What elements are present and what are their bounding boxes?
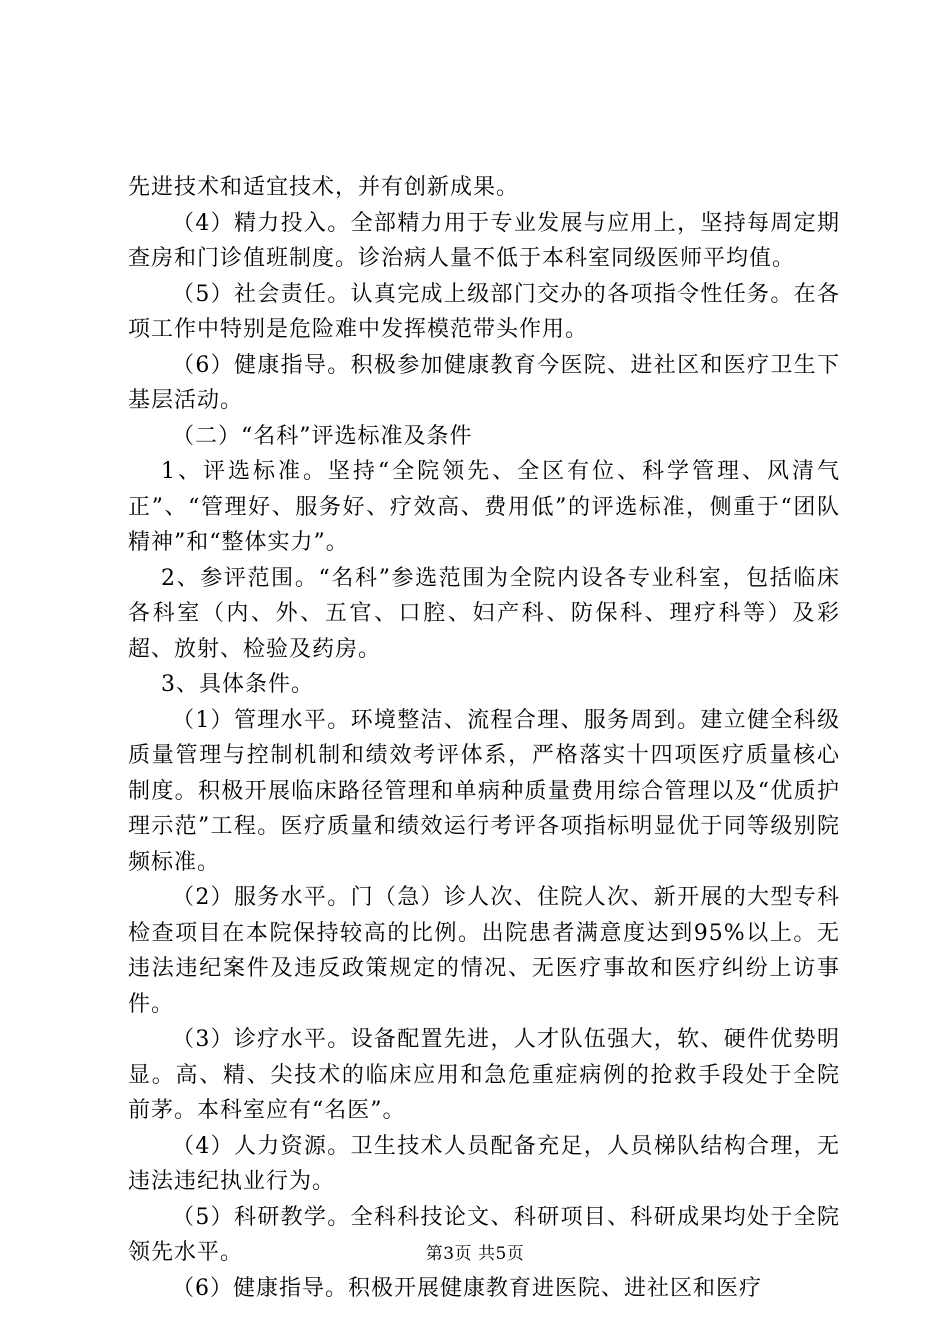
paragraph: （6）健康指导。积极参加健康教育今医院、进社区和医疗卫生下基层活动。 — [128, 352, 840, 413]
paragraph: （1）管理水平。环境整洁、流程合理、服务周到。建立健全科级质量管理与控制机制和绩效考评体系，严格落实十四项医疗质量核心制度。积极开展临床路径管理和单病种质量费用综合管理以及“优质护理示范”工程。医疗质量和绩效运行考评各项指标明显优于同等级别院频标准。 — [128, 707, 840, 875]
paragraph: 1、评选标准。坚持“全院领先、全区有位、科学管理、风清气正”、“管理好、服务好、疗效高、费用低”的评选标准，侧重于“团队精神”和“整体实力”。 — [128, 459, 840, 555]
paragraph: （2）服务水平。门（急）诊人次、住院人次、新开展的大型专科检查项目在本院保持较高的比例。出院患者满意度达到95%以上。无违法违纪案件及违反政策规定的情况、无医疗事故和医疗纠纷上访事件。 — [128, 885, 840, 1017]
paragraph: （5）社会责任。认真完成上级部门交办的各项指令性任务。在各项工作中特别是危险难中发挥模范带头作用。 — [128, 281, 840, 342]
page-number-footer: 第3页 共5页 — [425, 1244, 525, 1264]
section-heading: （二）“名科”评选标准及条件 — [172, 423, 473, 449]
paragraph: 3、具体条件。 — [161, 672, 314, 697]
paragraph: 2、参评范围。“名科”参选范围为全院内设各专业科室，包括临床各科室（内、外、五官、口腔、妇产科、防保科、理疗科等）及彩超、放射、检验及药房。 — [128, 565, 840, 662]
paragraph: （4）精力投入。全部精力用于专业发展与应用上，坚持每周定期查房和门诊值班制度。诊治病人量不低于本科室同级医师平均值。 — [128, 210, 840, 271]
paragraph: 先进技术和适宜技术，并有创新成果。 — [128, 175, 520, 200]
document-body — [128, 170, 840, 1306]
paragraph: （6）健康指导。积极开展健康教育进医院、进社区和医疗 — [172, 1275, 762, 1301]
paragraph: （5）科研教学。全科科技论文、科研项目、科研成果均处于全院领先水平。 — [128, 1204, 840, 1265]
paragraph: （4）人力资源。卫生技术人员配备充足，人员梯队结构合理，无违法违纪执业行为。 — [128, 1133, 840, 1194]
paragraph: （3）诊疗水平。设备配置先进，人才队伍强大，软、硬件优势明显。高、精、尖技术的临床应用和急危重症病例的抢救手段处于全院前茅。本科室应有“名医”。 — [128, 1027, 840, 1123]
